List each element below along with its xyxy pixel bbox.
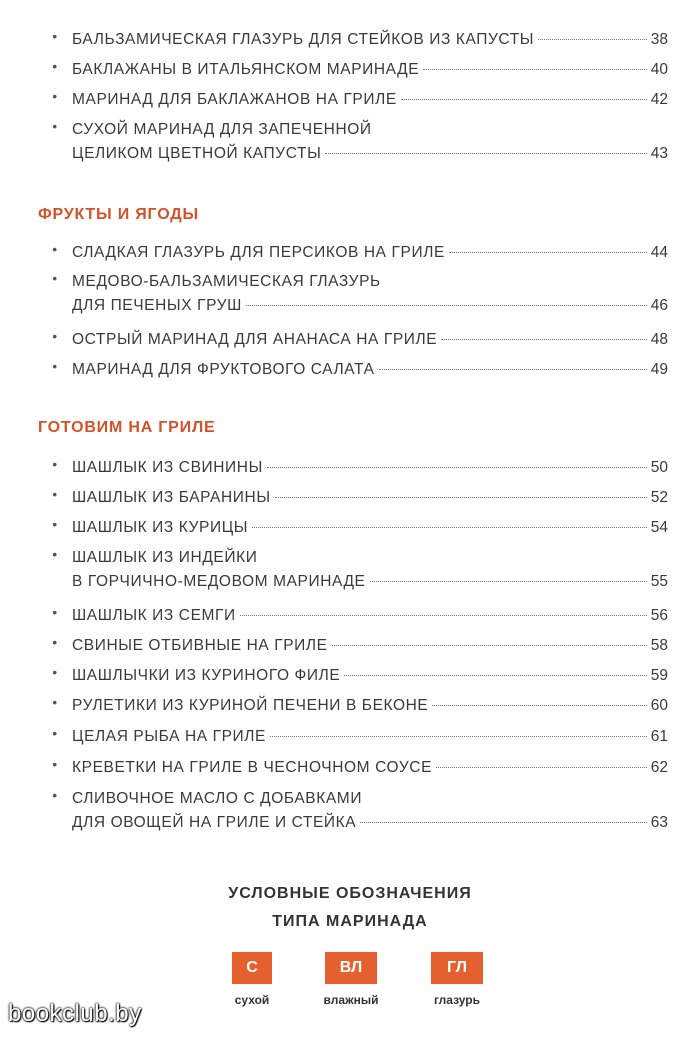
entry-title: БАКЛАЖАНЫ В ИТАЛЬЯНСКОМ МАРИНАДЕ [72, 61, 420, 78]
entry-title-line: ДЛЯ ОВОЩЕЙ НА ГРИЛЕ И СТЕЙКА [72, 814, 357, 831]
dot-leader [344, 675, 646, 676]
dot-leader [325, 153, 646, 154]
toc-entry[interactable] [48, 486, 668, 510]
bullet: • [52, 604, 58, 620]
page-number: 61 [650, 728, 668, 745]
toc-entry[interactable] [48, 516, 668, 540]
entry-title: ОСТРЫЙ МАРИНАД ДЛЯ АНАНАСА НА ГРИЛЕ [72, 331, 438, 348]
dot-leader [449, 252, 647, 253]
page-number: 44 [650, 244, 668, 261]
page-number: 55 [650, 573, 668, 590]
badge-wet: ВЛ [325, 952, 377, 984]
dot-leader [252, 527, 647, 528]
toc-entry[interactable] [48, 28, 668, 52]
page-number: 48 [650, 331, 668, 348]
badge-label-glaze: глазурь [433, 993, 481, 1007]
entry-title-line: В ГОРЧИЧНО-МЕДОВОМ МАРИНАДЕ [72, 573, 366, 590]
page-number: 49 [650, 361, 668, 378]
dot-leader [240, 615, 647, 616]
entry-title: КРЕВЕТКИ НА ГРИЛЕ В ЧЕСНОЧНОМ СОУСЕ [72, 759, 433, 776]
dot-leader [332, 645, 647, 646]
dot-leader [267, 467, 647, 468]
bullet: • [52, 58, 58, 74]
toc-entry[interactable] [48, 756, 668, 780]
page-number: 40 [650, 61, 668, 78]
entry-title: РУЛЕТИКИ ИЗ КУРИНОЙ ПЕЧЕНИ В БЕКОНЕ [72, 697, 429, 714]
toc-entry[interactable] [48, 328, 668, 352]
toc-entry[interactable] [48, 546, 668, 594]
bullet: • [52, 118, 58, 134]
toc-entry[interactable] [48, 118, 668, 166]
toc-entry[interactable] [48, 456, 668, 480]
bullet: • [52, 28, 58, 44]
bullet: • [52, 358, 58, 374]
badge-label-wet: влажный [323, 993, 379, 1007]
toc-entry[interactable] [48, 787, 668, 835]
badge-label-dry: сухой [234, 993, 270, 1007]
entry-title: ЦЕЛАЯ РЫБА НА ГРИЛЕ [72, 728, 266, 745]
page-number: 52 [650, 489, 668, 506]
dot-leader [370, 581, 647, 582]
toc-entry[interactable] [48, 694, 668, 718]
toc-entry[interactable] [48, 88, 668, 112]
bullet: • [52, 787, 58, 803]
entry-title: ШАШЛЫК ИЗ БАРАНИНЫ [72, 489, 271, 506]
page-number: 54 [650, 519, 668, 536]
entry-title-line: МЕДОВО-БАЛЬЗАМИЧЕСКАЯ ГЛАЗУРЬ [72, 273, 381, 290]
page-number: 60 [650, 697, 668, 714]
dot-leader [441, 339, 647, 340]
toc-entry[interactable] [48, 270, 668, 318]
page-number: 43 [650, 145, 668, 162]
dot-leader [275, 497, 647, 498]
entry-title-line: ЦЕЛИКОМ ЦВЕТНОЙ КАПУСТЫ [72, 145, 322, 162]
page-number: 56 [650, 607, 668, 624]
bullet: • [52, 664, 58, 680]
entry-title: БАЛЬЗАМИЧЕСКАЯ ГЛАЗУРЬ ДЛЯ СТЕЙКОВ ИЗ КАПУСТЫ [72, 31, 535, 48]
toc-entry[interactable] [48, 725, 668, 749]
bullet: • [52, 88, 58, 104]
bullet: • [52, 241, 58, 257]
page-number: 46 [650, 297, 668, 314]
page-number: 59 [650, 667, 668, 684]
toc-entry[interactable] [48, 634, 668, 658]
bullet: • [52, 270, 58, 286]
section-title: ГОТОВИМ НА ГРИЛЕ [38, 419, 216, 436]
legend-title-line1: УСЛОВНЫЕ ОБОЗНАЧЕНИЯ [228, 885, 472, 902]
page-number: 62 [650, 759, 668, 776]
dot-leader [423, 69, 647, 70]
toc-entry[interactable] [48, 664, 668, 688]
entry-title: ШАШЛЫК ИЗ СВИНИНЫ [72, 459, 263, 476]
dot-leader [538, 39, 647, 40]
entry-title-line: СУХОЙ МАРИНАД ДЛЯ ЗАПЕЧЕННОЙ [72, 121, 372, 138]
badge-glaze: ГЛ [431, 952, 483, 984]
bullet: • [52, 486, 58, 502]
dot-leader [360, 822, 647, 823]
entry-title: МАРИНАД ДЛЯ ФРУКТОВОГО САЛАТА [72, 361, 375, 378]
entry-title-line: ШАШЛЫК ИЗ ИНДЕЙКИ [72, 549, 258, 566]
dot-leader [246, 305, 647, 306]
dot-leader [436, 767, 647, 768]
page-number: 50 [650, 459, 668, 476]
bullet: • [52, 456, 58, 472]
entry-title: МАРИНАД ДЛЯ БАКЛАЖАНОВ НА ГРИЛЕ [72, 91, 397, 108]
bullet: • [52, 756, 58, 772]
bullet: • [52, 725, 58, 741]
dot-leader [379, 369, 647, 370]
entry-title-line: ДЛЯ ПЕЧЕНЫХ ГРУШ [72, 297, 242, 314]
entry-title: СВИНЫЕ ОТБИВНЫЕ НА ГРИЛЕ [72, 637, 328, 654]
toc-entry[interactable] [48, 241, 668, 265]
dot-leader [432, 705, 646, 706]
entry-title-line: СЛИВОЧНОЕ МАСЛО С ДОБАВКАМИ [72, 790, 363, 807]
page-number: 42 [650, 91, 668, 108]
toc-entry[interactable] [48, 604, 668, 628]
bullet: • [52, 694, 58, 710]
page-number: 58 [650, 637, 668, 654]
dot-leader [401, 99, 647, 100]
page-number: 63 [650, 814, 668, 831]
entry-title: СЛАДКАЯ ГЛАЗУРЬ ДЛЯ ПЕРСИКОВ НА ГРИЛЕ [72, 244, 445, 261]
bullet: • [52, 328, 58, 344]
bullet: • [52, 634, 58, 650]
toc-entry[interactable] [48, 58, 668, 82]
toc-entry[interactable] [48, 358, 668, 382]
page-number: 38 [650, 31, 668, 48]
entry-title: ШАШЛЫК ИЗ СЕМГИ [72, 607, 236, 624]
badge-dry: С [232, 952, 272, 984]
section-title: ФРУКТЫ И ЯГОДЫ [38, 206, 199, 223]
bullet: • [52, 546, 58, 562]
dot-leader [270, 736, 647, 737]
legend-title-line2: ТИПА МАРИНАДА [272, 913, 428, 930]
watermark-text: bookclub.by [8, 1000, 142, 1027]
entry-title: ШАШЛЫЧКИ ИЗ КУРИНОГО ФИЛЕ [72, 667, 341, 684]
bullet: • [52, 516, 58, 532]
entry-title: ШАШЛЫК ИЗ КУРИЦЫ [72, 519, 249, 536]
